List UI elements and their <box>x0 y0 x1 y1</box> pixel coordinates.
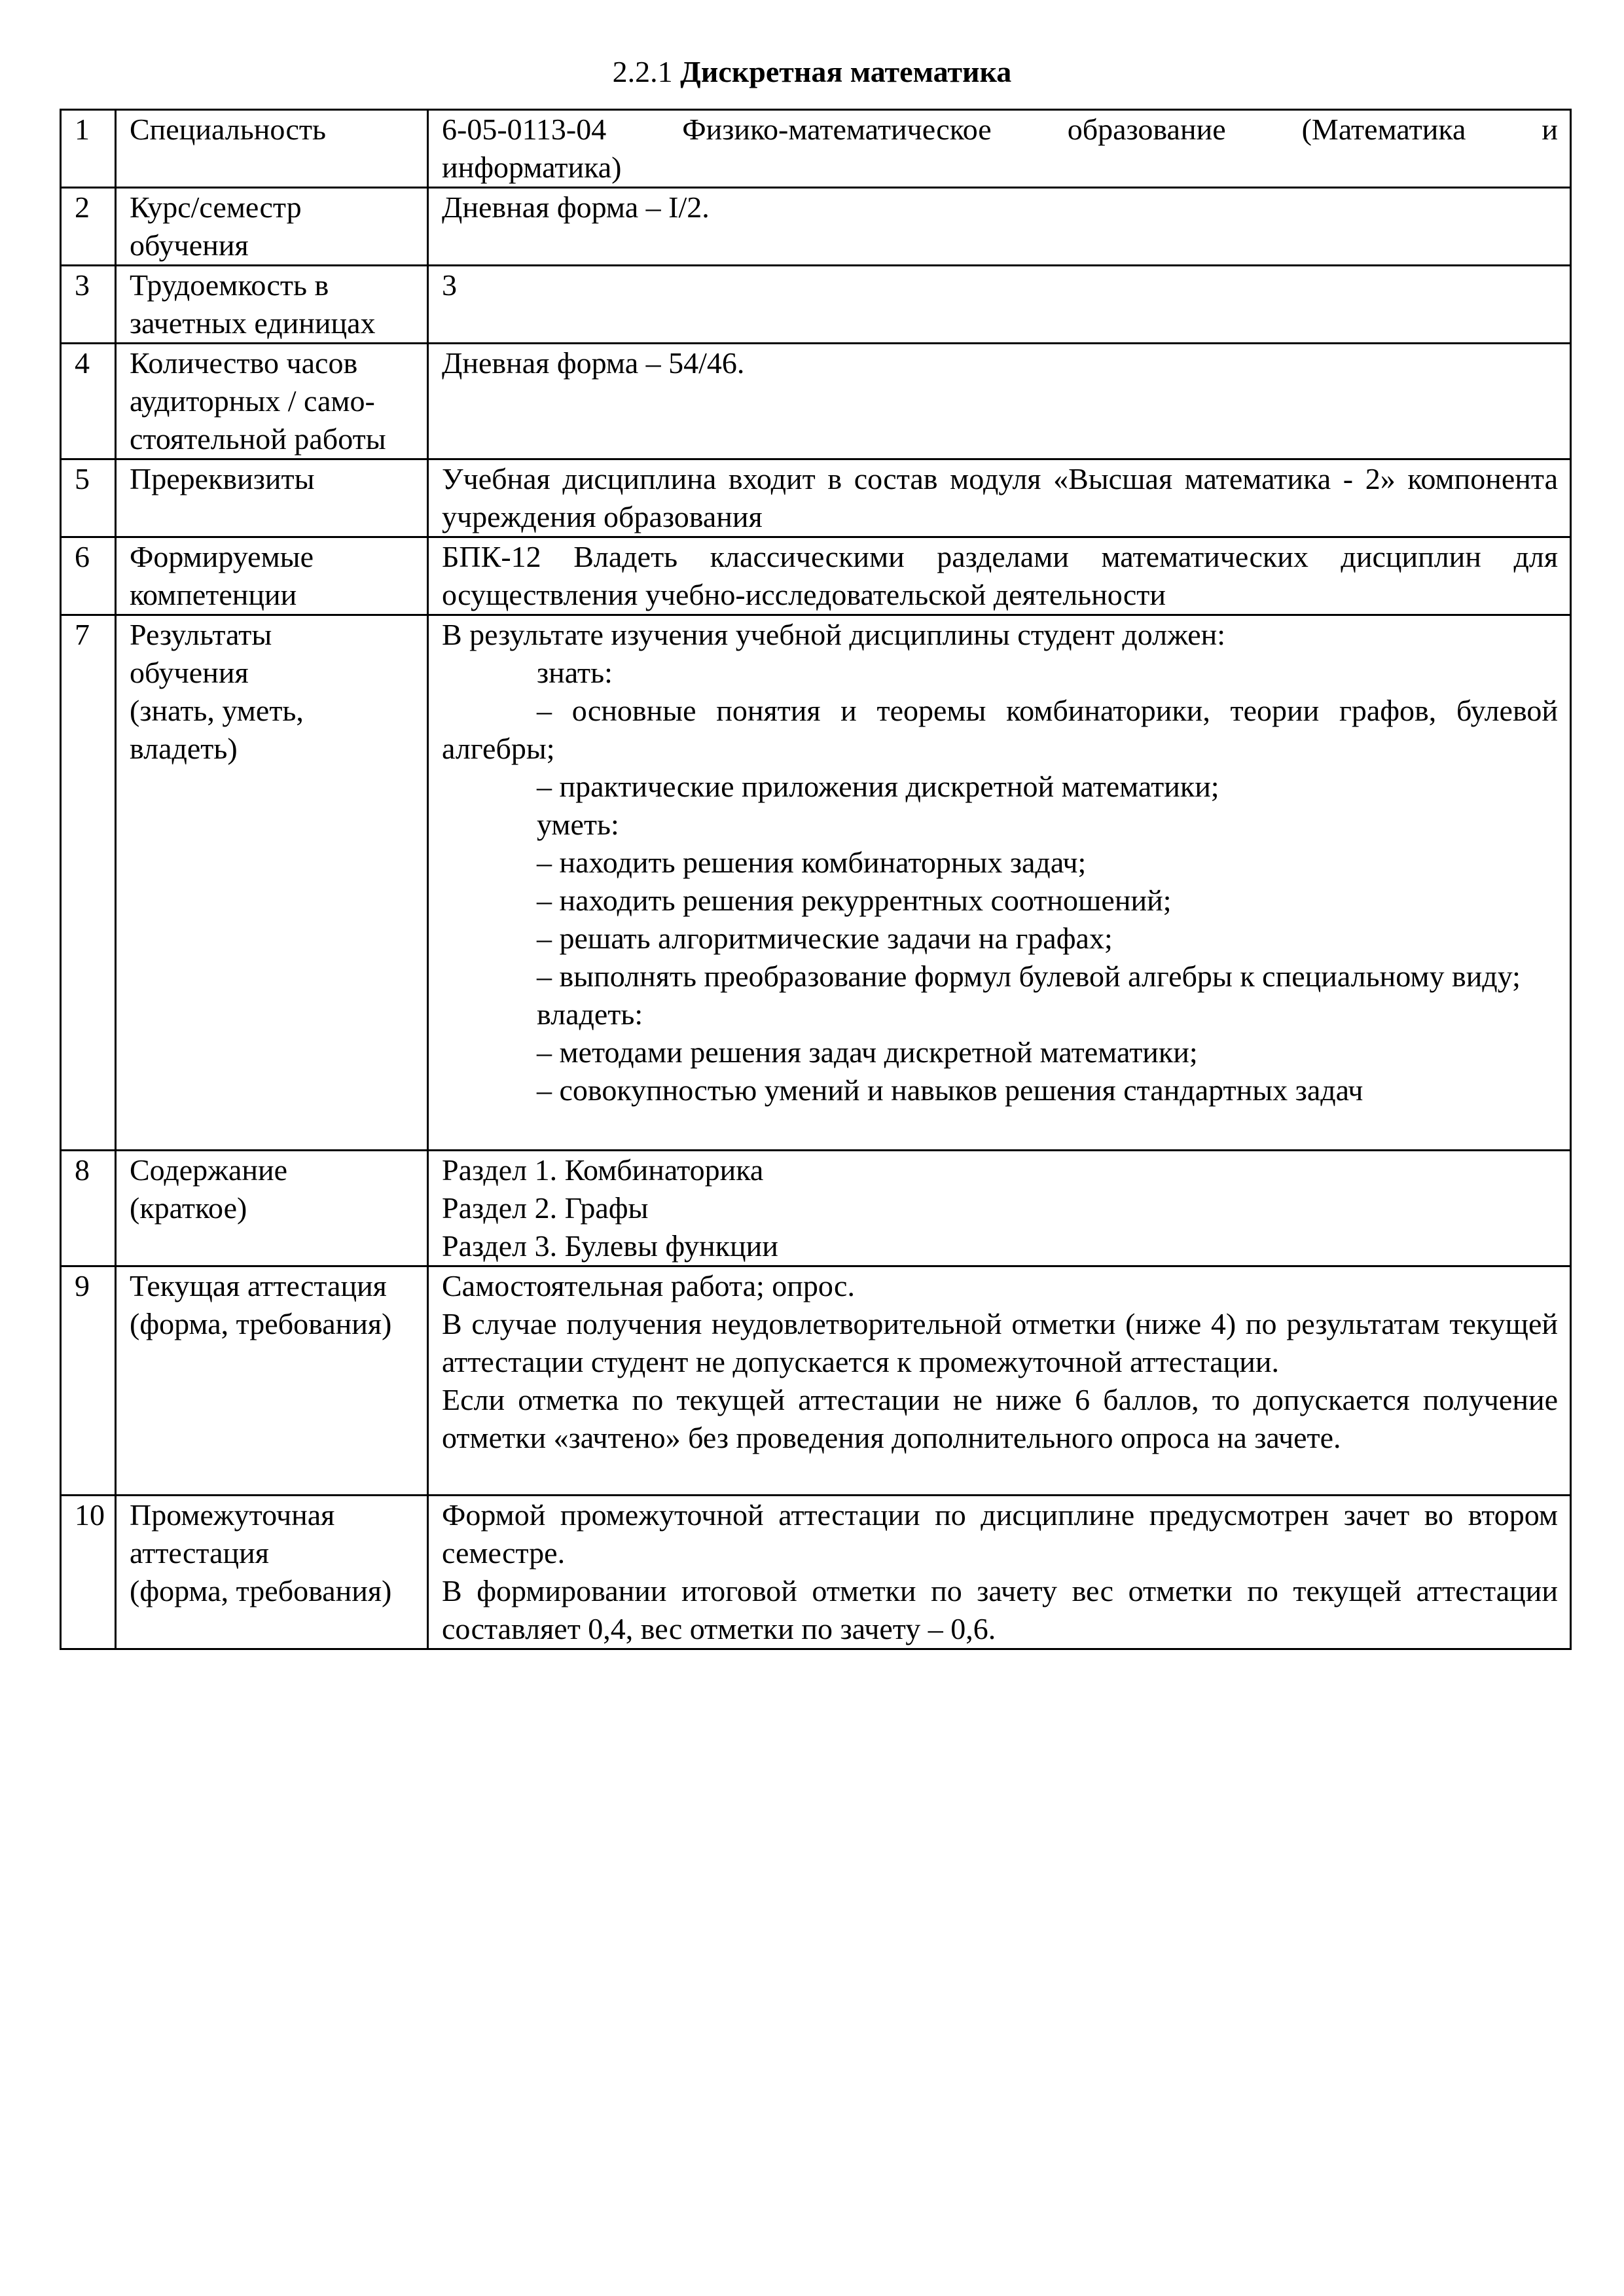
outcomes-intro: В результате изучения учебной дисциплины студент должен: <box>442 618 1226 651</box>
table-row <box>61 459 1571 537</box>
table-row <box>61 615 1571 1151</box>
specialty-line: 6-05-0113-04 Физико-математическое образование (Математика и <box>442 113 1558 146</box>
row-content: Учебная дисциплина входит в состав модуля «Высшая математика - 2» компонента учреждения образования <box>428 459 1571 537</box>
row-label: Результаты обучения (знать, уметь, владеть) <box>116 615 428 1151</box>
list-item: – выполнять преобразование формул булевой алгебры к специальному виду; <box>537 960 1521 993</box>
learning-outcomes <box>442 616 1558 1109</box>
row-content: Дневная форма – 54/46. <box>428 344 1571 459</box>
table-row <box>61 1151 1571 1266</box>
row-label: Специальность <box>116 110 428 188</box>
section-item: Раздел 3. Булевы функции <box>442 1229 778 1263</box>
row-number: 1 <box>61 110 116 188</box>
list-item: – методами решения задач дискретной математики; <box>537 1035 1198 1069</box>
row-number: 9 <box>61 1266 116 1496</box>
table-row <box>61 344 1571 459</box>
own-heading: владеть: <box>537 997 643 1031</box>
table-row <box>61 1266 1571 1496</box>
title-name: Дискретная математика <box>680 55 1012 88</box>
list-item: – основные понятия и теоремы комбинаторики, теории графов, булевой алгебры; <box>442 694 1558 765</box>
table-row <box>61 188 1571 266</box>
row-label: Трудоемкость в зачетных единицах <box>116 266 428 344</box>
row-label: Формируемые компетенции <box>116 537 428 615</box>
row-label: Содержание (краткое) <box>116 1151 428 1266</box>
list-item: – находить решения рекуррентных соотношений; <box>537 884 1172 917</box>
list-item: – находить решения комбинаторных задач; <box>537 846 1087 879</box>
row-number: 6 <box>61 537 116 615</box>
row-label: Количество часов аудиторных / само- стоятельной работы <box>116 344 428 459</box>
row-content <box>428 110 1571 188</box>
specialty-line-continued: информатика) <box>442 151 622 184</box>
can-heading: уметь: <box>537 808 619 841</box>
table-row <box>61 266 1571 344</box>
know-heading: знать: <box>537 656 613 689</box>
row-number: 2 <box>61 188 116 266</box>
list-item: – решать алгоритмические задачи на графах; <box>537 922 1113 955</box>
row-content <box>428 615 1571 1151</box>
row-content: Дневная форма – I/2. <box>428 188 1571 266</box>
title-number: 2.2.1 <box>612 55 673 88</box>
row-content: Формой промежуточной аттестации по дисциплине предусмотрен зачет во втором семестре. В формировании итоговой отметки по зачету вес отметки по текущей аттестации составляет 0,4, вес отметки по зачету – 0,6. <box>428 1496 1571 1649</box>
row-number: 7 <box>61 615 116 1151</box>
row-content: 3 <box>428 266 1571 344</box>
row-label: Пререквизиты <box>116 459 428 537</box>
row-number: 5 <box>61 459 116 537</box>
row-number: 8 <box>61 1151 116 1266</box>
document-title <box>0 52 1624 92</box>
row-label: Курс/семестр обучения <box>116 188 428 266</box>
table-row <box>61 110 1571 188</box>
row-content: Самостоятельная работа; опрос. В случае получения неудовлетворительной отметки (ниже 4) по результатам текущей аттестации студент не допускается к промежуточной аттестации. Если отметка по текущей аттестации не ниже 6 баллов, то допускается получение отметки «зачтено» без проведения дополнительного опроса на зачете. <box>428 1266 1571 1496</box>
syllabus-table <box>60 109 1572 1650</box>
section-item: Раздел 1. Комбинаторика <box>442 1153 764 1187</box>
row-content: БПК-12 Владеть классическими разделами математических дисциплин для осуществления учебно-исследовательской деятельности <box>428 537 1571 615</box>
row-number: 3 <box>61 266 116 344</box>
row-label: Текущая аттестация (форма, требования) <box>116 1266 428 1496</box>
list-item: – совокупностью умений и навыков решения стандартных задач <box>537 1073 1363 1107</box>
section-item: Раздел 2. Графы <box>442 1191 649 1225</box>
table-row <box>61 1496 1571 1649</box>
row-number: 10 <box>61 1496 116 1649</box>
row-content <box>428 1151 1571 1266</box>
row-number: 4 <box>61 344 116 459</box>
list-item: – практические приложения дискретной математики; <box>537 770 1219 803</box>
row-label: Промежуточная аттестация (форма, требования) <box>116 1496 428 1649</box>
table-row <box>61 537 1571 615</box>
